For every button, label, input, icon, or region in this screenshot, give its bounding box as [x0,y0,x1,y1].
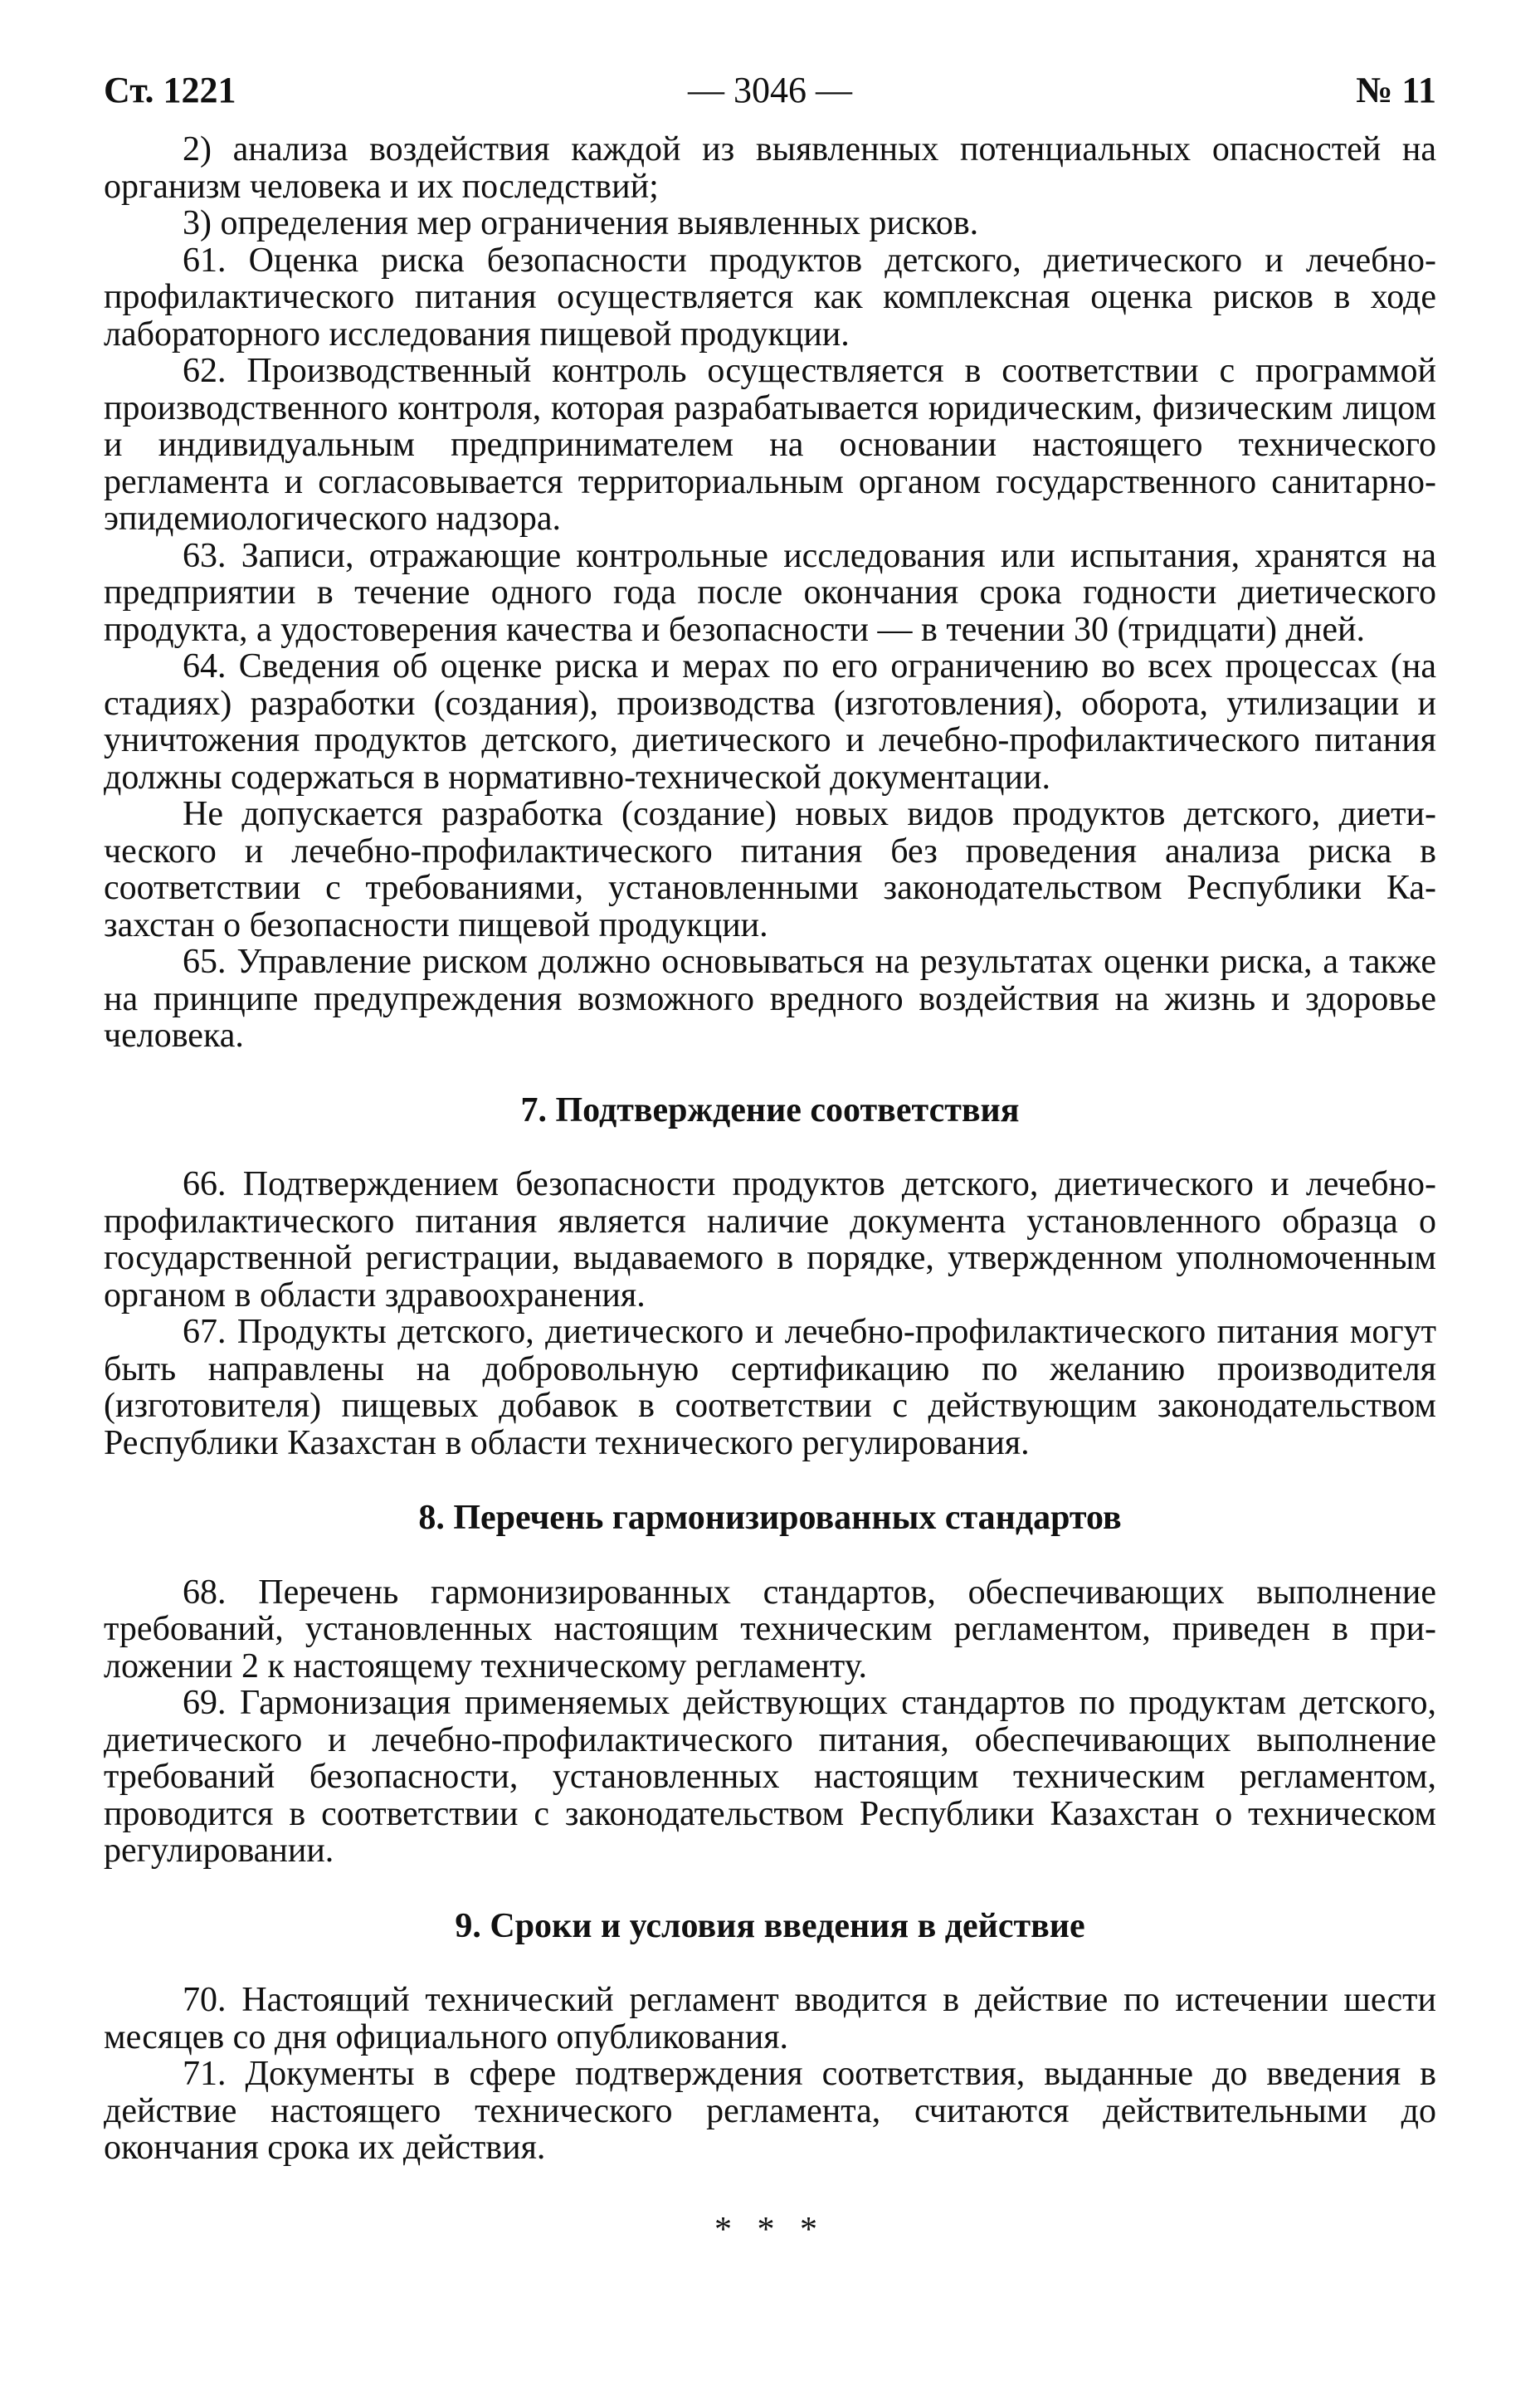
document-body [104,131,1436,2248]
paragraph-68: 68. Перечень гармонизированных стандартов, обеспечивающих выполнение требований, установленных настоящим техническим регламентом, приведен в приложении 2 к настоящему техническому регламенту. [104,1573,1436,1685]
paragraph-65: 65. Управление риском должно основываться на результатах оценки риска, а также на принципе предупреждения возможного вредного воздействия на жизнь и здоровье человека. [104,943,1436,1055]
section-7-title: 7. Подтверждение соответствия [520,1090,1020,1129]
paragraph-61: 61. Оценка риска безопасности продуктов детского, диетического и лечебно-профилактического питания осуществляется как комплексная оценка рисков в ходе лабораторного исследования пищевой продукции. [104,241,1436,354]
paragraph-62: 62. Производственный контроль осуществляется в соответствии с программой производственного контроля, которая разрабатывается юридическим, физическим лицом и индивидуальным предпринимателем на основании настоящего технического регламента и согласовывается территориальным органом государственного санитарно-эпидемиологического надзора. [104,352,1436,538]
document-page [104,70,1436,2248]
section-9-title: 9. Сроки и условия введения в действие [455,1906,1085,1945]
paragraph-63: 63. Записи, отражающие контрольные исследования или испытания, хранятся на предприятии в течение одного года после окончания срока годности диетического продукта, а удостоверения качества и безопасности — в течении 30 (тридцати) дней. [104,536,1436,649]
end-of-section-mark: * * * [714,2210,826,2249]
paragraph-64-continued: Не допускается разработка (создание) новых видов продуктов детского, диетического и лечебно-профилактического питания без проведения анализа риска в соответствии с требованиями, установленными законодательством Республики Казахстан о безопасности пищевой продукции. [104,795,1436,944]
section-8-title: 8. Перечень гармонизированных стандартов [418,1499,1122,1537]
paragraph-67: 67. Продукты детского, диетического и лечебно-профилактического питания могут быть направлены на добровольную сертификацию по желанию производителя (изготовителя) пищевых добавок в соответствии с действующим законодательством Республики Казахстан в области технического регулирования. [104,1313,1436,1462]
issue-number: № 11 [1356,70,1436,110]
paragraph-69: 69. Гармонизация применяемых действующих стандартов по продуктам детского, диетического и лечебно-профилактического питания, обеспечивающих выполнение требований безопасности, установленных настоящим техническим регламентом, проводится в соответствии с законодательством Республики Казахстан о техническом регулировании. [104,1684,1436,1870]
article-number: Ст. 1221 [104,70,236,110]
paragraph-item-3: 3) определения мер ограничения выявленных рисков. [183,204,979,242]
page-header [104,70,1436,111]
paragraph-64: 64. Сведения об оценке риска и мерах по его ограничению во всех процессах (на стадиях) разработки (создания), производства (изготовления), оборота, утилизации и уничтожения продуктов детского, диетического и лечебно-профилактического питания должны содержаться в нормативно-технической документации. [104,647,1436,797]
paragraph-66: 66. Подтверждением безопасности продуктов детского, диетического и лечебно-профилактического питания является наличие документа установленного образца о государственной регистрации, выдаваемого в порядке, утвержденном уполномоченным органом в области здравоохранения. [104,1165,1436,1315]
paragraph-70: 70. Настоящий технический регламент вводится в действие по истечении шести месяцев со дня официального опубликования. [104,1981,1436,2056]
paragraph-item-2: 2) анализа воздействия каждой из выявленных потенциальных опасностей на организм человека и их последствий; [104,130,1436,206]
page-number: — 3046 — [688,70,852,110]
paragraph-71: 71. Документы в сфере подтверждения соответствия, выданные до введения в действие настоящего технического регламента, считаются действительными до окончания срока их действия. [104,2055,1436,2167]
